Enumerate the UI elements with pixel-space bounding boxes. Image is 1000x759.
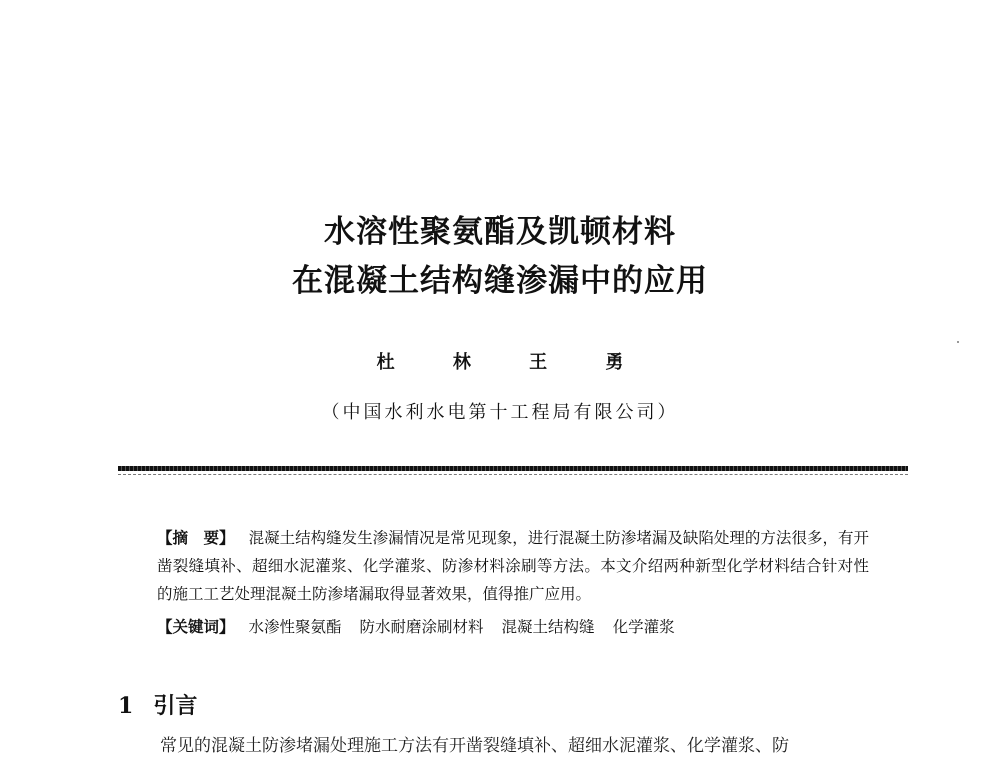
keywords	[157, 613, 869, 641]
keyword-item: 防水耐磨涂刷材料	[359, 618, 484, 636]
section-title: 引言	[153, 693, 198, 719]
header-divider-thick	[118, 466, 908, 471]
keywords-label: 【关键词】	[157, 618, 235, 636]
scan-speck	[957, 341, 959, 343]
section-number: 1	[118, 693, 134, 719]
abstract-text: 混凝土结构缝发生渗漏情况是常见现象，进行混凝土防渗堵漏及缺陷处理的方法很多，有开凿裂缝填补、超细水泥灌浆、化学灌浆、防渗材料涂刷等方法。本文介绍两种新型化学材料结合针对性的施工工艺处理混凝土防渗堵漏取得显著效果，值得推广应用。	[157, 529, 869, 603]
paper-title-line-1: 水溶性聚氨酯及凯顿材料	[324, 214, 676, 250]
keyword-item: 化学灌浆	[612, 618, 675, 636]
keyword-item: 水渗性聚氨酯	[248, 618, 342, 636]
authors: 杜 林 王 勇	[376, 352, 650, 373]
abstract	[157, 524, 869, 608]
keyword-item: 混凝土结构缝	[501, 618, 595, 636]
abstract-label: 【摘 要】	[157, 529, 235, 547]
body-paragraph-partial: 常见的混凝土防渗堵漏处理施工方法有开凿裂缝填补、超细水泥灌浆、化学灌浆、防	[160, 736, 789, 756]
header-divider-thin	[118, 474, 908, 475]
section-heading-1	[118, 689, 197, 720]
paper-title-line-2: 在混凝土结构缝渗漏中的应用	[292, 263, 708, 299]
affiliation: （中国水利水电第十工程局有限公司）	[321, 402, 679, 423]
